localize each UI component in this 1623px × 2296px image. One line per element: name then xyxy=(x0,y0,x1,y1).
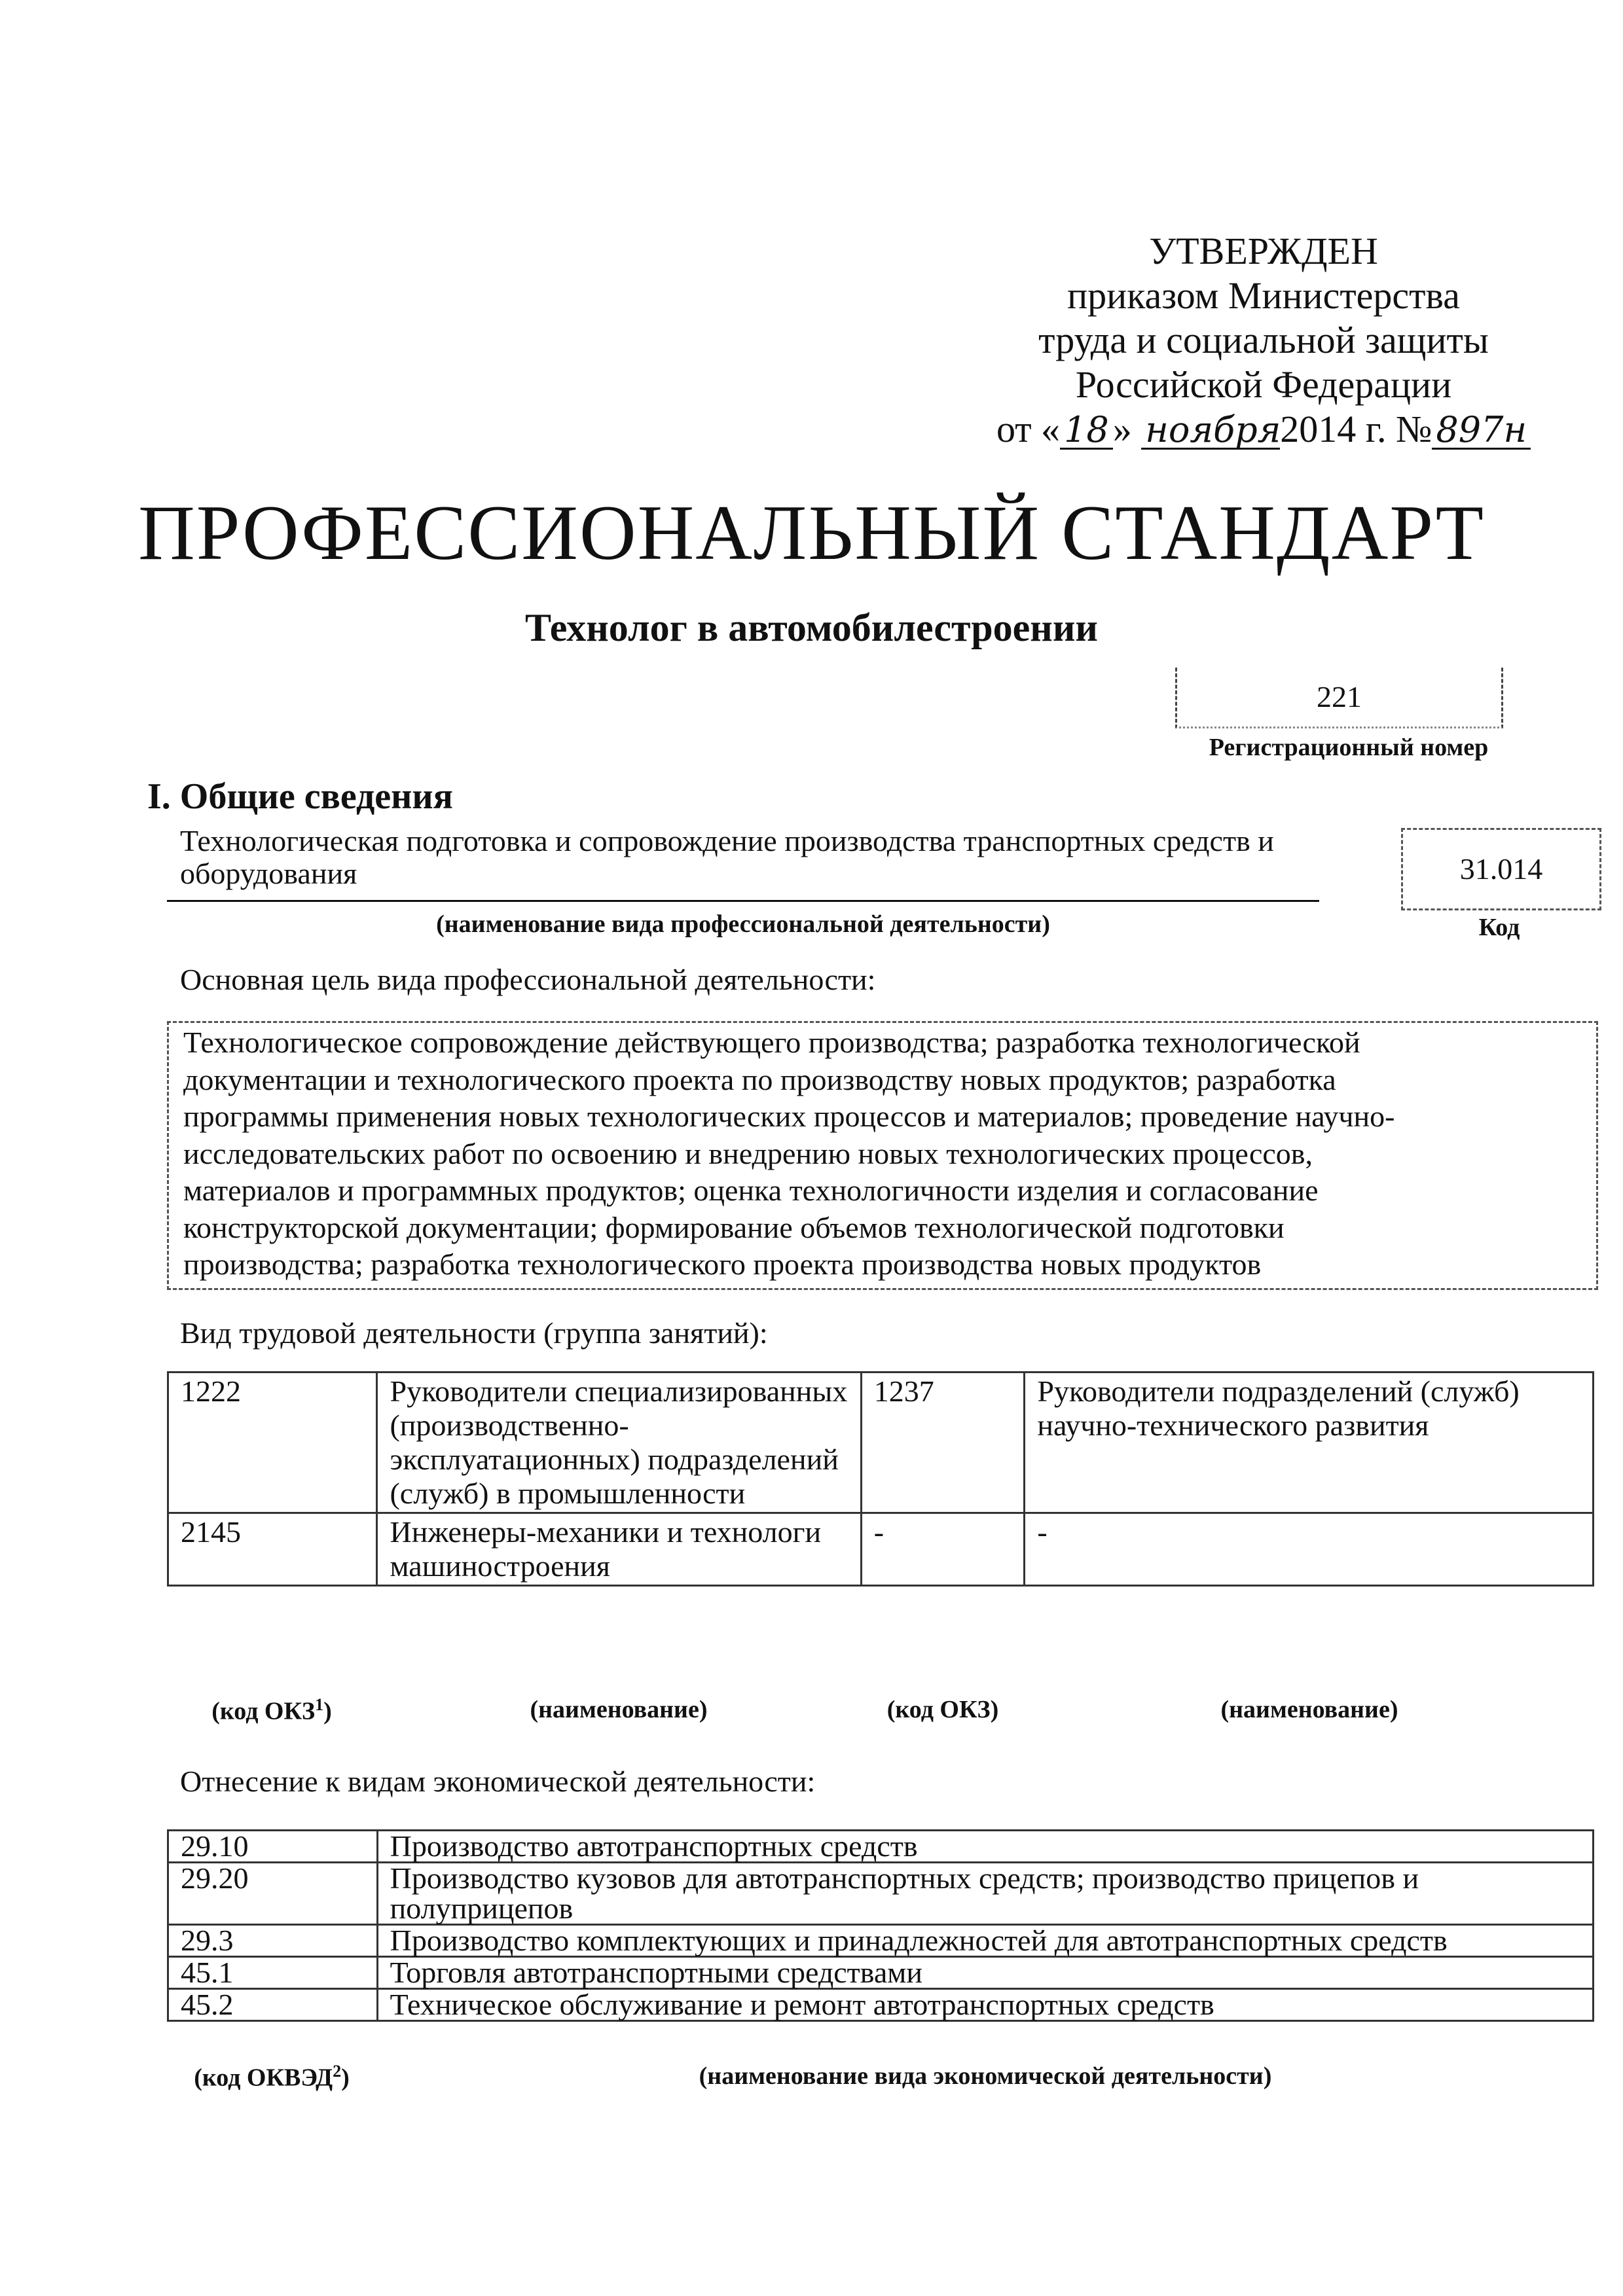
table-row xyxy=(168,1863,1594,1925)
handwritten-month: ноября xyxy=(1141,412,1280,450)
okz-name: Руководители подразделений (служб) научно-технического развития xyxy=(1025,1372,1594,1513)
okved-name: Производство комплектующих и принадлежностей для автотранспортных средств xyxy=(377,1925,1593,1957)
goal-line: конструкторской документации; формирование объемов технологической подготовки xyxy=(183,1210,1285,1244)
okz-name: Руководители специализированных (производственно-эксплуатационных) подразделений (служб) в промышленности xyxy=(377,1372,861,1513)
standard-name: Технолог в автомобилестроении xyxy=(525,606,1098,649)
okz-code: 1222 xyxy=(168,1372,377,1513)
approval-line-3: труда и социальной защиты xyxy=(1038,319,1489,361)
registration-number-label: Регистрационный номер xyxy=(1209,734,1489,761)
okved-name-caption: (наименование вида экономической деятельности) xyxy=(699,2062,1272,2090)
goal-label: Основная цель вида профессиональной деятельности: xyxy=(180,963,876,996)
okz-code: 1237 xyxy=(861,1372,1025,1513)
goal-line: документации и технологического проекта по производству новых продуктов; разработка xyxy=(183,1062,1336,1096)
approval-date-line xyxy=(949,407,1578,452)
table-row xyxy=(168,1372,1594,1513)
activity-code: 31.014 xyxy=(1459,852,1543,886)
okz-code: 2145 xyxy=(168,1513,377,1586)
date-mid: » xyxy=(1112,408,1132,450)
okved-code: 29.3 xyxy=(168,1925,378,1957)
date-prefix: от « xyxy=(996,408,1061,450)
okz-code-caption: (код ОКЗ$^1$) xyxy=(211,1695,332,1725)
okz-name-caption-2: (наименование) xyxy=(1220,1696,1398,1723)
okved-code-caption: (код ОКВЭД$^2$) xyxy=(194,2062,350,2092)
registration-number-box xyxy=(1175,668,1503,728)
approval-line-2: приказом Министерства xyxy=(1067,274,1460,317)
table-row xyxy=(168,1925,1594,1957)
code-caption: Код xyxy=(1478,914,1520,941)
handwritten-number: 897н xyxy=(1432,412,1531,450)
okved-code: 29.10 xyxy=(168,1831,378,1863)
activity-underline xyxy=(167,900,1319,902)
okz-code-caption-2: (код ОКЗ) xyxy=(886,1696,999,1723)
section-heading: I. Общие сведения xyxy=(147,776,453,817)
okved-name: Производство кузовов для автотранспортных средств; производство прицепов и полуприцепов xyxy=(377,1863,1593,1925)
okz-table xyxy=(167,1371,1594,1587)
approval-line-4: Российской Федерации xyxy=(1075,363,1452,406)
goal-line: материалов и программных продуктов; оценка технологичности изделия и согласование xyxy=(183,1174,1319,1207)
okved-name: Торговля автотранспортными средствами xyxy=(377,1957,1593,1989)
okz-name: Инженеры-механики и технологи машиностроения xyxy=(377,1513,861,1586)
occupation-label: Вид трудовой деятельности (группа занятий): xyxy=(180,1316,768,1350)
activity-caption: (наименование вида профессиональной деятельности) xyxy=(436,910,1050,938)
table-row xyxy=(168,1513,1594,1586)
goal-line: Технологическое сопровождение действующего производства; разработка технологической xyxy=(183,1026,1360,1059)
standard-title: ПРОФЕССИОНАЛЬНЫЙ СТАНДАРТ xyxy=(138,489,1485,576)
okved-code: 45.2 xyxy=(168,1989,378,2021)
goal-text xyxy=(183,1024,1591,1283)
okved-code: 29.20 xyxy=(168,1863,378,1925)
okved-name: Техническое обслуживание и ремонт автотранспортных средств xyxy=(377,1989,1593,2021)
date-year: 2014 г. № xyxy=(1280,408,1432,450)
approval-block xyxy=(949,229,1578,452)
table-row xyxy=(168,1831,1594,1863)
economic-label: Отнесение к видам экономической деятельности: xyxy=(180,1765,816,1798)
table-row xyxy=(168,1957,1594,1989)
handwritten-day: 18 xyxy=(1060,412,1113,450)
activity-name: Технологическая подготовка и сопровождение производства транспортных средств и оборудования xyxy=(180,824,1274,890)
activity-code-box xyxy=(1401,828,1601,910)
approval-title: УТВЕРЖДЕН xyxy=(1149,230,1378,272)
okved-table xyxy=(167,1829,1594,2022)
okved-code: 45.1 xyxy=(168,1957,378,1989)
table-row xyxy=(168,1989,1594,2021)
goal-line: исследовательских работ по освоению и внедрению новых технологических процессов, xyxy=(183,1136,1313,1170)
registration-number: 221 xyxy=(1317,680,1362,713)
okz-code: - xyxy=(861,1513,1025,1586)
okved-name: Производство автотранспортных средств xyxy=(377,1831,1593,1863)
okz-name: - xyxy=(1025,1513,1594,1586)
goal-line: программы применения новых технологических процессов и материалов; проведение научно- xyxy=(183,1100,1395,1133)
goal-line: производства; разработка технологического проекта производства новых продуктов xyxy=(183,1247,1262,1281)
okz-name-caption: (наименование) xyxy=(530,1696,708,1723)
